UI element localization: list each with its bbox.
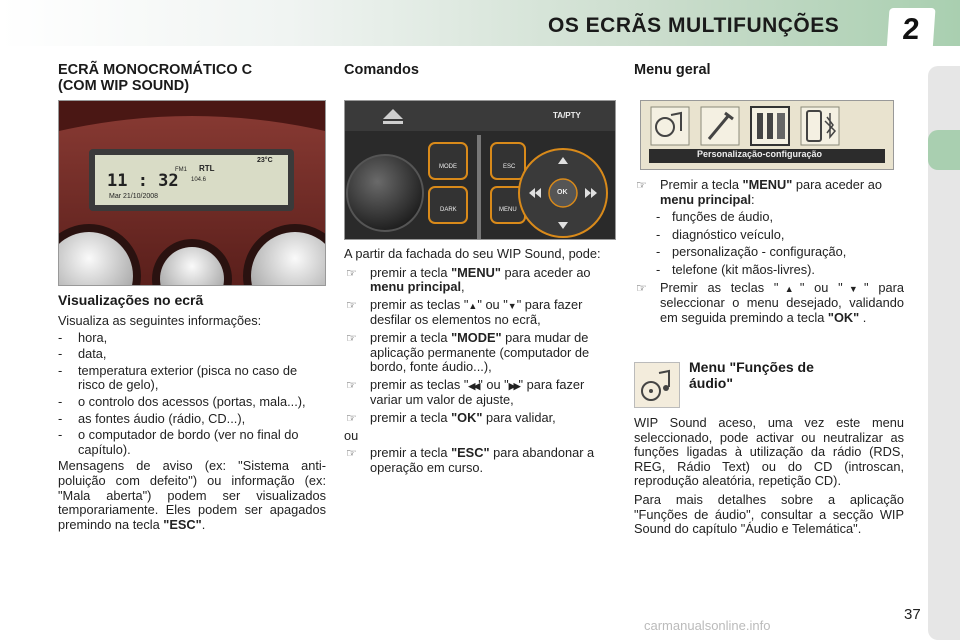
item-text: Premir as teclas ": [660, 279, 779, 295]
pointer-icon: ☞: [636, 280, 647, 295]
audio-paragraph-1: WIP Sound aceso, uma vez este menu seleccionado, pode activar ou neutralizar as funções ligadas à utilização da rádio (RDS, REG, Rádio Text) ou do CD (introscan, reprodução aleatória, repetição CD).: [634, 415, 904, 489]
item-text: " ou ": [478, 376, 509, 392]
item-text: premir a tecla: [370, 329, 452, 345]
menu-screen-photo: [640, 100, 894, 170]
mode-key-label: MODE: [439, 164, 457, 170]
list-item: - diagnóstico veículo,: [634, 228, 904, 243]
item-text: premir as teclas ": [370, 296, 469, 312]
item-text: para validar,: [482, 409, 556, 425]
paragraph-end: .: [201, 516, 206, 532]
item-text: premir a tecla: [370, 409, 452, 425]
menu-bar-label: Personalização-configuração: [697, 149, 823, 159]
rewind-icon: ◀◀: [468, 380, 479, 391]
pointer-icon: ☞: [346, 265, 357, 280]
controls-intro: A partir da fachada do seu WIP Sound, pode:: [344, 246, 601, 261]
dashboard-photo: [58, 100, 326, 286]
display-info-list: [58, 331, 326, 458]
item-text: " ou ": [799, 279, 843, 295]
item-text: " para fazer variar um valor de ajuste,: [370, 376, 585, 408]
dark-key-label: DARK: [440, 207, 457, 213]
down-arrow-icon: ▼: [842, 283, 865, 294]
pointer-icon: ☞: [346, 410, 357, 425]
list-item: - personalização - configuração,: [634, 245, 904, 260]
list-item: [344, 446, 616, 475]
display-frequency: 104.6: [191, 177, 207, 183]
pointer-icon: ☞: [346, 377, 357, 392]
heading-line: (COM WIP SOUND): [58, 78, 190, 94]
menu-name: menu principal: [370, 279, 462, 295]
down-arrow-icon: ▼: [507, 300, 517, 311]
item-text: ,: [461, 279, 465, 295]
key-name: "MENU": [742, 177, 793, 192]
item-text: premir as teclas ": [370, 376, 469, 392]
display-station: RTL: [199, 164, 215, 173]
ok-key-label: OK: [557, 189, 568, 196]
audio-functions-icon: [634, 362, 680, 408]
item-text: " para fazer desfilar os elementos no ecrã,: [370, 296, 583, 328]
list-item: [634, 281, 904, 326]
list-item: [344, 298, 616, 328]
list-item: - o computador de bordo (ver no final do capítulo).: [58, 428, 326, 457]
controls-photo: [344, 100, 616, 240]
list-item: [344, 331, 616, 375]
chapter-tab: [928, 130, 960, 170]
item-text: .: [859, 309, 867, 325]
item-text: Premir a tecla: [660, 177, 743, 192]
control-panel-illustration: [345, 101, 615, 239]
list-item: [634, 178, 904, 207]
display-date: Mar 21/10/2008: [109, 193, 159, 200]
controls-list: [344, 266, 616, 426]
pointer-icon: ☞: [636, 178, 647, 192]
key-name: "ESC": [451, 445, 490, 461]
list-item: - as fontes áudio (rádio, CD...),: [58, 412, 326, 427]
key-name: "ESC": [163, 516, 202, 532]
controls-list-last: [344, 446, 616, 475]
audio-icon-graphic: [635, 363, 679, 407]
page-number: 37: [904, 606, 921, 623]
key-name: "OK": [827, 309, 860, 325]
menu-key-label: MENU: [499, 207, 517, 213]
audio-description: [634, 416, 904, 539]
pointer-icon: ☞: [346, 330, 357, 345]
pointer-icon: ☞: [346, 446, 357, 461]
column-3-text: [634, 178, 904, 328]
or-text: ou: [344, 427, 359, 443]
paragraph-text: Mensagens de aviso (ex: "Sistema antipoluição com defeito") ou informação (ex: "Mala aberta") podem ser visualizados temporariamente. Eles podem ser apagados premindo na tecla: [58, 458, 326, 532]
list-item: - funções de áudio,: [634, 210, 904, 225]
audio-paragraph-2: Para mais detalhes sobre a aplicação "Funções de áudio", consultar a secção WIP Sound do capítulo "Áudio e Telemática".: [634, 491, 904, 537]
item-text: " para seleccionar o menu desejado, validando em seguida premindo a tecla: [660, 279, 904, 325]
list-item: - hora,: [58, 331, 326, 346]
list-item: [344, 378, 616, 408]
display-band: FM1: [175, 167, 187, 173]
key-name: "OK": [451, 409, 483, 425]
list-item: [344, 266, 616, 295]
item-text: premir a tecla: [370, 264, 452, 280]
heading-line: áudio": [689, 375, 733, 391]
section-heading-screen: [58, 62, 252, 94]
item-text: para aceder ao: [500, 264, 591, 280]
fast-forward-icon: ▶▶: [508, 380, 519, 391]
chapter-number: 2: [886, 8, 935, 52]
key-name: "MODE": [451, 329, 502, 345]
display-temp: 23°C: [257, 157, 273, 164]
dashboard-illustration: [59, 101, 325, 285]
ta-pty-key-label: TA/PTY: [553, 111, 581, 120]
list-item: - o controlo dos acessos (portas, mala...),: [58, 395, 326, 410]
main-menu-sublist: [634, 210, 904, 277]
esc-key-label: ESC: [503, 164, 516, 170]
list-item: [344, 411, 616, 426]
list-item: - temperatura exterior (pisca no caso de risco de gelo),: [58, 364, 326, 393]
menu-list-2: [634, 281, 904, 326]
section-heading-controls: Comandos: [344, 62, 419, 78]
item-text: premir a tecla: [370, 445, 452, 461]
column-2-text: [344, 247, 616, 478]
watermark: carmanualsonline.info: [644, 618, 771, 633]
pointer-icon: ☞: [346, 297, 357, 312]
item-text: para mudar de aplicação permanente (computador de bordo, fonte áudio...),: [370, 329, 590, 375]
heading-line: Menu "Funções de: [689, 359, 814, 375]
heading-line: ECRÃ MONOCROMÁTICO C: [58, 62, 253, 78]
page-title: OS ECRÃS MULTIFUNÇÕES: [548, 14, 840, 37]
column-1-text: [58, 314, 326, 534]
up-arrow-icon: ▲: [468, 300, 478, 311]
display-time: 11 : 32: [107, 171, 179, 191]
intro-paragraph: Visualiza as seguintes informações:: [58, 313, 262, 328]
menu-list: [634, 178, 904, 207]
section-heading-menu: Menu geral: [634, 62, 711, 78]
item-text: " ou ": [477, 296, 508, 312]
list-item: - telefone (kit mãos-livres).: [634, 263, 904, 278]
item-text: para abandonar a operação em curso.: [370, 445, 595, 475]
warning-paragraph: [58, 459, 326, 532]
key-name: "MENU": [451, 264, 501, 280]
subsection-heading-audio: [689, 359, 814, 391]
subsection-heading-display: Visualizações no ecrã: [58, 292, 204, 308]
menu-name: menu principal: [660, 191, 752, 207]
item-text: para aceder ao: [792, 177, 882, 192]
item-text: :: [751, 191, 755, 207]
list-item: - data,: [58, 347, 326, 362]
up-arrow-icon: ▲: [778, 283, 800, 294]
